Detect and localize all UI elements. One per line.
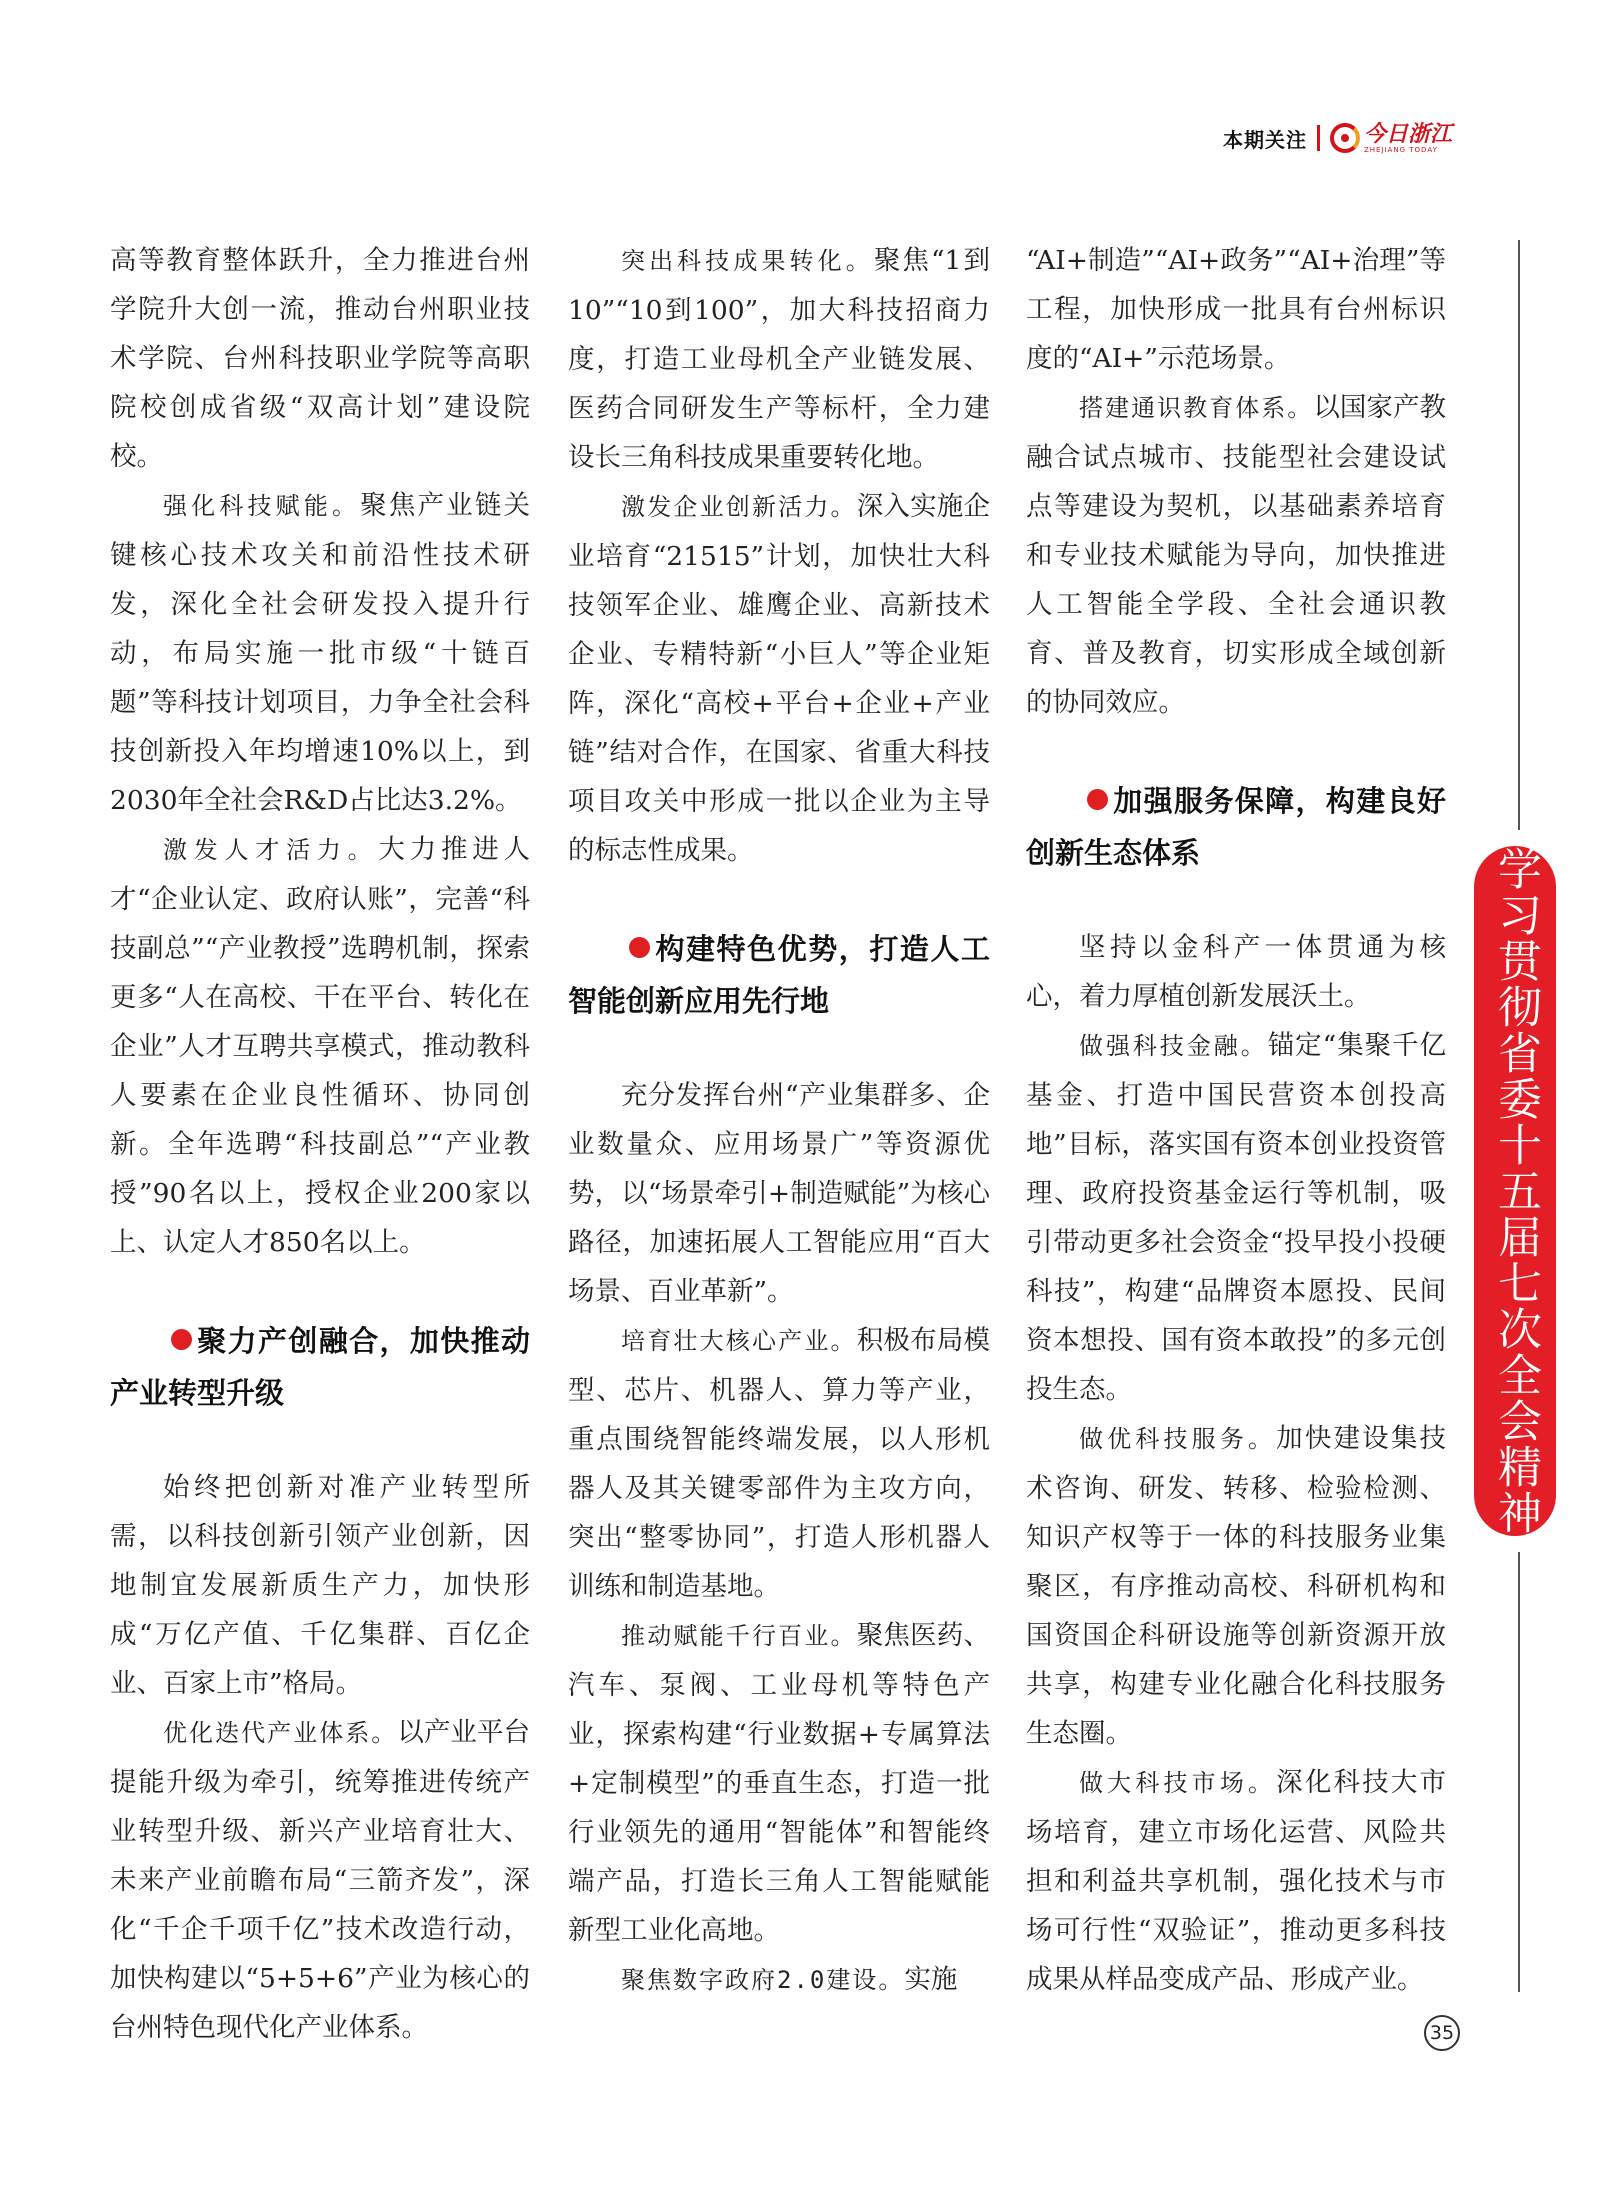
column-2	[568, 236, 990, 2005]
header-divider	[1317, 125, 1320, 151]
heading-text: 聚力产创融合，加快推动产业转型升级	[110, 1324, 530, 1410]
paragraph	[110, 825, 530, 1267]
column-1	[110, 236, 530, 2052]
paragraph	[1026, 383, 1446, 727]
paragraph	[110, 481, 530, 825]
paragraph-lead: 做大科技市场。	[1079, 1769, 1277, 1797]
paragraph	[568, 482, 990, 875]
paragraph	[1026, 1758, 1446, 2004]
page-header	[1223, 118, 1452, 158]
paragraph-text: 聚焦“1到10”“10到100”，加大科技招商力度，打造工业母机全产业链发展、医药合同研发生产等标杆，全力建设长三角科技成果重要转化地。	[568, 245, 990, 473]
paragraph-lead: 突出科技成果转化。	[621, 247, 874, 275]
red-bullet-icon	[629, 937, 650, 958]
paragraph-text: 以国家产教融合试点城市、技能型社会建设试点等建设为契机，以基础素养培育和专业技术赋能为导向，加快推进人工智能全学段、全社会通识教育、普及教育，切实形成全域创新的协同效应。	[1026, 392, 1447, 718]
paragraph-text: 聚焦产业链关键核心技术攻关和前沿性技术研发，深化全社会研发投入提升行动，布局实施一批市级“十链百题”等科技计划项目，力争全社会科技创新投入年均增速10%以上，到2030年全社会R&D占比达3.2%。	[110, 490, 531, 816]
side-rule-bottom	[1518, 1552, 1520, 1992]
paragraph-lead: 做优科技服务。	[1079, 1425, 1277, 1453]
paragraph-text: 以产业平台提能升级为牵引，统筹推进传统产业转型升级、新兴产业培育壮大、未来产业前瞻布局“三箭齐发”，深化“千企千项千亿”技术改造行动，加快构建以“5+5+6”产业为核心的台州特色现代化产业体系。	[110, 1717, 531, 2043]
paragraph-text: 积极布局模型、芯片、机器人、算力等产业，重点围绕智能终端发展，以人形机器人及其关键零部件为主攻方向，突出“整零协同”，打造人形机器人训练和制造基地。	[568, 1325, 991, 1602]
paragraph-text: 加快建设集技术咨询、研发、转移、检验检测、知识产权等于一体的科技服务业集聚区，有序推动高校、科研机构和国资国企科研设施等创新资源开放共享，构建专业化融合化科技服务生态圈。	[1026, 1423, 1447, 1749]
paragraph-lead: 培育壮大核心产业。	[621, 1327, 857, 1355]
paragraph-text: 大力推进人才“企业认定、政府认账”，完善“科技副总”“产业教授”选聘机制，探索更多“人在高校、干在平台、转化在企业”人才互聘共享模式，推动教科人要素在企业良性循环、协同创新。全年选聘“科技副总”“产业教授”90名以上，授权企业200家以上、认定人才850名以上。	[110, 834, 531, 1258]
page-number: 35	[1424, 2015, 1460, 2051]
paragraph-lead: 激发人才活力。	[163, 836, 379, 864]
paragraph	[568, 1316, 990, 1611]
paragraph-lead: 激发企业创新活力。	[621, 493, 857, 521]
paragraph	[1026, 1021, 1446, 1414]
paragraph-lead: 优化迭代产业体系。	[163, 1719, 398, 1747]
paragraph-lead: 聚焦数字政府2.0建设。	[621, 1966, 905, 1994]
heading-text: 加强服务保障，构建良好创新生态体系	[1026, 784, 1446, 870]
magazine-logo	[1330, 120, 1452, 154]
paragraph-text: 锚定“集聚千亿基金、打造中国民营资本创投高地”目标，落实国有资本创业投资管理、政府投资基金运行等机制，吸引带动更多社会资金“投早投小投硬科技”，构建“品牌资本愿投、民间资本想投、国有资本敢投”的多元创投生态。	[1026, 1030, 1446, 1405]
section-heading	[110, 1315, 530, 1419]
section-heading	[568, 923, 990, 1027]
logo-text	[1363, 120, 1452, 154]
paragraph: 始终把创新对准产业转型所需，以科技创新引领产业创新，因地制宜发展新质生产力，加快形成“万亿产值、千亿集群、百亿企业、百家上市”格局。	[110, 1472, 530, 1699]
paragraph: 坚持以金科产一体贯通为核心，着力厚植创新发展沃土。	[1026, 932, 1446, 1012]
logo-cn: 今日浙江	[1363, 120, 1452, 147]
paragraph-text: 深化科技大市场培育，建立市场化运营、风险共担和利益共享机制，强化技术与市场可行性“双验证”，推动更多科技成果从样品变成产品、形成产业。	[1026, 1767, 1447, 1995]
paragraph-lead: 做强科技金融。	[1079, 1032, 1268, 1060]
paragraph	[568, 1955, 990, 2005]
section-title: 本期关注	[1222, 127, 1307, 152]
logo-icon	[1330, 123, 1360, 153]
side-rule-top	[1518, 240, 1520, 830]
red-bullet-icon	[1087, 789, 1108, 810]
red-bullet-icon	[171, 1329, 192, 1350]
paragraph: 充分发挥台州“产业集群多、企业数量众、应用场景广”等资源优势，以“场景牵引+制造赋能”为核心路径，加速拓展人工智能应用“百大场景、百业革新”。	[568, 1080, 990, 1307]
paragraph-text: 深入实施企业培育“21515”计划，加快壮大科技领军企业、雄鹰企业、高新技术企业、专精特新“小巨人”等企业矩阵，深化“高校+平台+企业+产业链”结对合作，在国家、省重大科技项目攻关中形成一批以企业为主导的标志性成果。	[568, 491, 991, 866]
paragraph	[110, 1708, 530, 2052]
side-tab-text: 学习贯彻省委十五届七次全会精神	[1490, 846, 1541, 1536]
side-tab	[1474, 846, 1556, 1536]
paragraph-text: 聚焦医药、汽车、泵阀、工业母机等特色产业，探索构建“行业数据+专属算法+定制模型”的垂直生态，打造一批行业领先的通用“智能体”和智能终端产品，打造长三角人工智能赋能新型工业化高地。	[568, 1620, 991, 1946]
paragraph-lead: 推动赋能千行百业。	[621, 1622, 857, 1650]
paragraph	[1026, 1414, 1446, 1758]
paragraph-lead: 强化科技赋能。	[163, 492, 361, 520]
heading-text: 构建特色优势，打造人工智能创新应用先行地	[568, 932, 990, 1018]
paragraph: 高等教育整体跃升，全力推进台州学院升大创一流，推动台州职业技术学院、台州科技职业学院等高职院校创成省级“双高计划”建设院校。	[110, 245, 530, 472]
paragraph-text: 实施	[904, 1964, 958, 1995]
paragraph-lead: 搭建通识教育体系。	[1079, 394, 1314, 422]
logo-en: ZHEJIANG TODAY	[1363, 145, 1438, 154]
paragraph: “AI+制造”“AI+政务”“AI+治理”等工程，加快形成一批具有台州标识度的“AI+”示范场景。	[1026, 245, 1446, 374]
section-heading	[1026, 775, 1446, 879]
paragraph	[568, 236, 990, 482]
paragraph	[568, 1611, 990, 1955]
column-3	[1026, 236, 1446, 2004]
